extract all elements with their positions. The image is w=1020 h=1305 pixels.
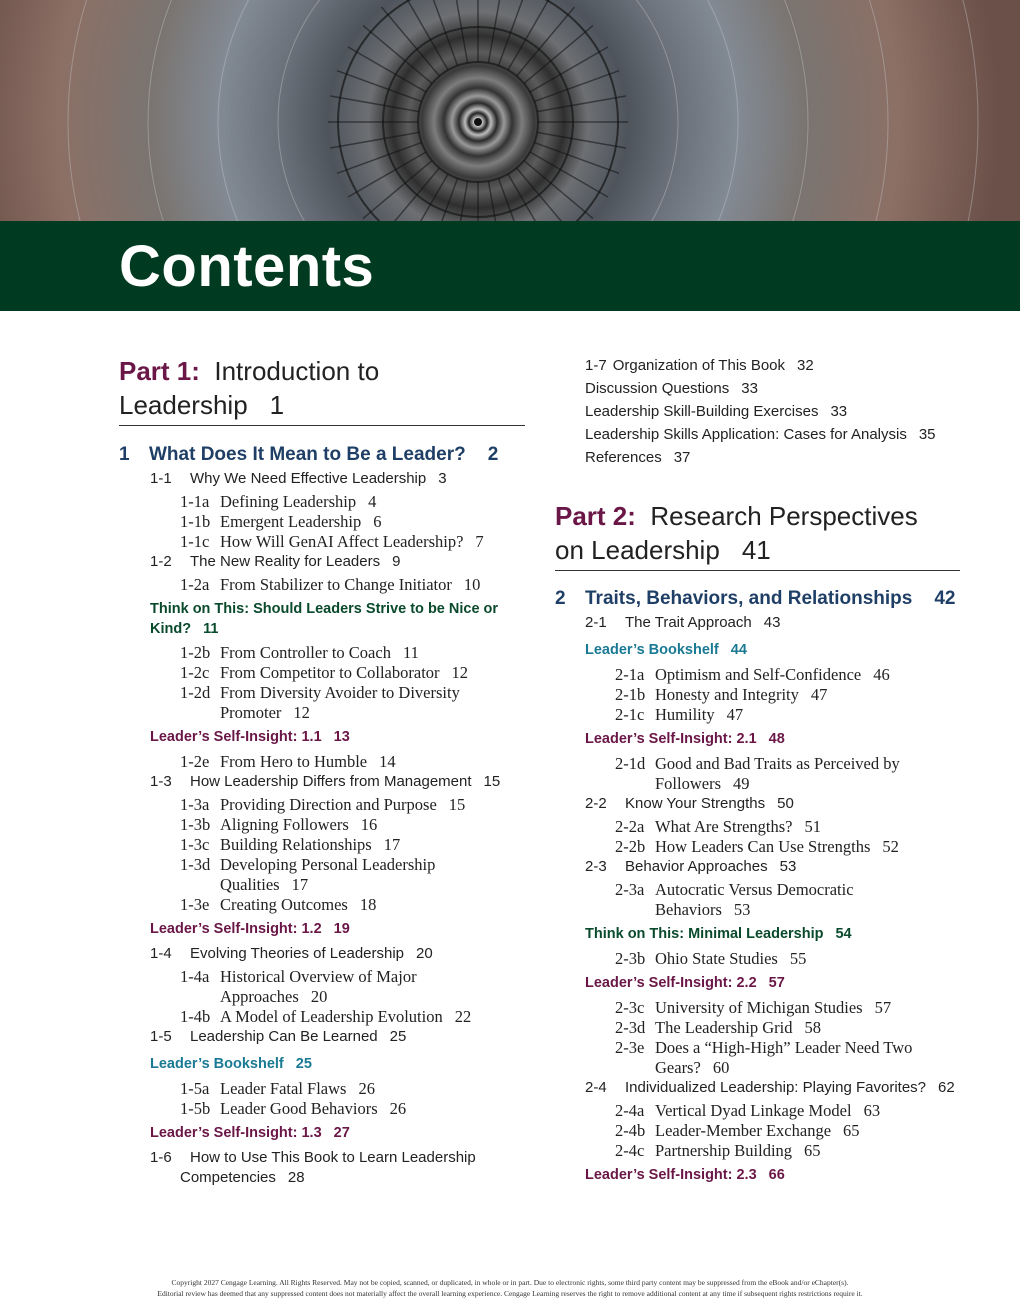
toc-section[interactable]: [585, 448, 690, 468]
page-number: 37: [673, 449, 691, 466]
page-number: 66: [768, 1167, 785, 1183]
toc-subsection[interactable]: [615, 880, 854, 900]
page-number: 13: [333, 729, 350, 745]
subsection-title: Aligning Followers: [220, 815, 349, 834]
toc-subsection-cont: [655, 774, 750, 794]
stair-step: [537, 132, 626, 148]
subsection-number: 1-4b: [180, 1007, 211, 1026]
subsection-number: 2-2a: [615, 817, 645, 836]
toc-subsection[interactable]: [615, 998, 891, 1018]
toc-subsection[interactable]: [615, 837, 899, 857]
section-number: 1-1: [150, 470, 172, 487]
toc-subsection[interactable]: [615, 705, 743, 725]
chapter2-heading[interactable]: [555, 587, 955, 611]
subsection-title: Partnership Building: [655, 1141, 793, 1160]
subsection-title: Vertical Dyad Linkage Model: [655, 1101, 852, 1120]
toc-subsection[interactable]: [180, 512, 382, 532]
subsection-title-cont: Promoter: [220, 703, 282, 722]
subsection-title-cont: Followers: [655, 774, 721, 793]
page-number: 16: [360, 815, 378, 834]
page-number: 14: [379, 752, 396, 771]
subsection-title: Honesty and Integrity: [655, 685, 799, 704]
toc-section[interactable]: [150, 1148, 476, 1168]
part1-title-line1: Introduction to: [214, 356, 380, 386]
section-title: The New Reality for Leaders: [190, 553, 381, 570]
self-insight-feature[interactable]: [585, 973, 785, 993]
subsection-title: Historical Overview of Major: [220, 967, 417, 986]
page-number: 3: [438, 470, 447, 487]
feature-title: Leader’s Self-Insight: 1.2: [150, 921, 322, 937]
subsection-title: The Leadership Grid: [655, 1018, 793, 1037]
stair-step: [534, 71, 619, 102]
subsection-title: From Hero to Humble: [220, 752, 368, 771]
page-number: 52: [882, 837, 899, 856]
page-number: 25: [295, 1056, 312, 1072]
subsection-number: 1-2e: [180, 752, 210, 771]
section-title: Know Your Strengths: [625, 795, 766, 812]
page-number: 9: [392, 553, 401, 570]
page-number: 53: [733, 900, 751, 919]
section-title: Evolving Theories of Leadership: [190, 945, 405, 962]
stair-step: [508, 174, 553, 221]
subsection-number: 2-4a: [615, 1101, 645, 1120]
toc-subsection[interactable]: [615, 817, 821, 837]
chapter1-page: 2: [487, 444, 499, 465]
page-number: 19: [333, 921, 350, 937]
subsection-number: 1-5a: [180, 1079, 210, 1098]
page-number: 57: [874, 998, 892, 1017]
page-number: 26: [358, 1079, 375, 1098]
footer-line1: Copyright 2027 Cengage Learning. All Rights Reserved. May not be copied, scanned, or duplicated, in whole or in part. Due to electronic rights, some third party content may be suppressed from the eBook and/or eChapter(s).: [171, 1278, 849, 1287]
page-number: 65: [843, 1121, 860, 1140]
toc-section[interactable]: [585, 1078, 955, 1098]
stair-step: [330, 96, 419, 112]
page-number: 47: [810, 685, 828, 704]
page-number: 17: [291, 875, 309, 894]
page-number: 27: [333, 1125, 350, 1141]
feature-title: Leader’s Self-Insight: 2.1: [585, 731, 757, 747]
subsection-number: 2-1c: [615, 705, 645, 724]
chapter2-page: 42: [934, 588, 956, 609]
subsection-title: Providing Direction and Purpose: [220, 795, 437, 814]
section-title: Discussion Questions: [585, 380, 730, 397]
stair-step: [337, 71, 422, 102]
subsection-title-cont: Approaches: [220, 987, 299, 1006]
toc-subsection[interactable]: [615, 949, 806, 969]
section-number: 1-3: [150, 773, 172, 790]
self-insight-feature[interactable]: [585, 729, 785, 749]
toc-subsection[interactable]: [180, 643, 419, 663]
section-title-cont: Competencies: [180, 1169, 276, 1186]
toc-section[interactable]: [150, 944, 433, 964]
feature-title: Leader’s Self-Insight: 1.3: [150, 1125, 322, 1141]
toc-section[interactable]: [585, 425, 936, 445]
page-number: 33: [741, 380, 758, 397]
chapter1-heading[interactable]: [119, 443, 498, 467]
part2-title-line1: Research Perspectives: [650, 501, 918, 531]
subsection-title-cont: Behaviors: [655, 900, 722, 919]
subsection-number: 1-3c: [180, 835, 210, 854]
page-number: 15: [483, 773, 501, 790]
chapter1-title: What Does It Mean to Be a Leader?: [149, 444, 466, 465]
toc-subsection[interactable]: [615, 1121, 860, 1141]
toc-section[interactable]: [585, 794, 794, 814]
think-on-this-feature[interactable]: [150, 599, 498, 619]
subsection-number: 2-3d: [615, 1018, 646, 1037]
stair-step: [337, 143, 422, 174]
feature-title: Think on This: Should Leaders Strive to be Nice or: [150, 601, 499, 617]
toc-section[interactable]: [585, 402, 847, 422]
subsection-title: Leader-Member Exchange: [655, 1121, 832, 1140]
subsection-title: Leader Good Behaviors: [220, 1099, 378, 1118]
page-number: 55: [789, 949, 807, 968]
subsection-number: 2-1d: [615, 754, 646, 773]
toc-subsection[interactable]: [180, 795, 465, 815]
toc-subsection[interactable]: [615, 1018, 821, 1038]
subsection-title: How Leaders Can Use Strengths: [655, 837, 871, 856]
page-number: 26: [389, 1099, 407, 1118]
self-insight-feature[interactable]: [150, 727, 350, 747]
subsection-number: 1-2d: [180, 683, 211, 702]
page-number: 6: [373, 512, 382, 531]
section-title: Leadership Skills Application: Cases for Analysis: [585, 426, 907, 443]
subsection-title: Autocratic Versus Democratic: [655, 880, 854, 899]
subsection-title: From Stabilizer to Change Initiator: [220, 575, 452, 594]
page-number: 46: [873, 665, 890, 684]
toc-section[interactable]: [585, 857, 796, 877]
stair-step: [517, 168, 575, 221]
toc-subsection[interactable]: [180, 683, 460, 703]
section-title: The Trait Approach: [625, 614, 752, 631]
subsection-number: 2-1b: [615, 685, 646, 704]
chapter2-title: Traits, Behaviors, and Relationships: [585, 588, 913, 609]
page-number: 15: [448, 795, 466, 814]
subsection-number: 1-4a: [180, 967, 210, 986]
section-number: 1-5: [150, 1028, 172, 1045]
think-on-this-feature[interactable]: [585, 924, 852, 944]
section-number: 2-2: [585, 795, 607, 812]
contents-banner: [0, 221, 1020, 311]
feature-title-cont: Kind?: [150, 621, 192, 637]
chapter2-number: 2: [555, 588, 566, 609]
page-number: 4: [368, 492, 377, 511]
toc-subsection[interactable]: [615, 1141, 821, 1161]
section-number: 1-4: [150, 945, 172, 962]
subsection-title: A Model of Leadership Evolution: [220, 1007, 443, 1026]
toc-section-cont: [180, 1168, 305, 1188]
toc-subsection[interactable]: [180, 663, 468, 683]
part1-title-line2: Leadership: [119, 390, 248, 420]
section-title: Why We Need Effective Leadership: [190, 470, 427, 487]
subsection-number: 1-3d: [180, 855, 211, 874]
page-number: 50: [777, 795, 794, 812]
part2-label: Part 2:: [555, 501, 636, 531]
toc-subsection[interactable]: [180, 815, 377, 835]
subsection-number: 1-3a: [180, 795, 210, 814]
feature-title: Leader’s Bookshelf: [150, 1056, 284, 1072]
subsection-title: Creating Outcomes: [220, 895, 348, 914]
stair-step: [537, 96, 626, 112]
page-number: 10: [463, 575, 481, 594]
part2-page: 41: [741, 535, 771, 565]
section-title: Individualized Leadership: Playing Favorites?: [625, 1079, 927, 1096]
bookshelf-feature[interactable]: [150, 1054, 312, 1074]
page-number: 18: [359, 895, 377, 914]
page-title: Contents: [119, 234, 375, 299]
part1-heading: [119, 354, 379, 422]
section-number: 1-7: [585, 357, 607, 374]
toc-subsection[interactable]: [180, 1007, 471, 1027]
section-title: Leadership Can Be Learned: [190, 1028, 378, 1045]
footer-line2: Editorial review has deemed that any suppressed content does not materially affect the overall learning experience. Cengage Learning reserves the right to remove additional content at any time if subsequent rights restrictions require it.: [157, 1289, 863, 1298]
feature-title: Leader’s Self-Insight: 2.3: [585, 1167, 757, 1183]
toc-subsection[interactable]: [180, 532, 484, 552]
stair-step: [452, 0, 468, 63]
subsection-title: From Diversity Avoider to Diversity: [220, 683, 460, 702]
stair-step: [330, 132, 419, 148]
subsection-title: Developing Personal Leadership: [220, 855, 436, 874]
part1-page: 1: [269, 390, 285, 420]
toc-subsection-cont: [655, 1058, 729, 1078]
bookshelf-feature[interactable]: [585, 640, 747, 660]
subsection-title: What Are Strengths?: [655, 817, 793, 836]
page-number: 49: [733, 774, 750, 793]
subsection-title: Good and Bad Traits as Perceived by: [655, 754, 900, 773]
subsection-number: 1-2c: [180, 663, 210, 682]
page-number: 62: [938, 1079, 955, 1096]
part2-heading: [555, 499, 918, 567]
subsection-title: Ohio State Studies: [655, 949, 778, 968]
subsection-number: 1-1b: [180, 512, 211, 531]
subsection-title: How Will GenAI Affect Leadership?: [220, 532, 464, 551]
page-number: 28: [287, 1169, 305, 1186]
copyright-footer: [0, 1277, 1020, 1299]
toc-section[interactable]: [585, 613, 780, 633]
subsection-number: 1-5b: [180, 1099, 211, 1118]
page-number: 11: [203, 621, 219, 637]
subsection-number: 2-3a: [615, 880, 645, 899]
stair-step: [488, 0, 504, 63]
self-insight-feature[interactable]: [585, 1165, 785, 1185]
toc-subsection[interactable]: [615, 685, 827, 705]
part2-rule: [555, 570, 960, 571]
toc-subsection[interactable]: [180, 895, 376, 915]
subsection-number: 1-3e: [180, 895, 210, 914]
page-number: 51: [804, 817, 821, 836]
toc-subsection[interactable]: [180, 967, 417, 987]
subsection-number: 2-3b: [615, 949, 646, 968]
page-number: 33: [830, 403, 848, 420]
page-number: 32: [797, 357, 814, 374]
toc-subsection[interactable]: [180, 492, 376, 512]
feature-title: Leader’s Self-Insight: 2.2: [585, 975, 757, 991]
subsection-title: University of Michigan Studies: [655, 998, 863, 1017]
stair-step: [382, 168, 440, 221]
page-number: 12: [451, 663, 469, 682]
subsection-number: 1-3b: [180, 815, 211, 834]
subsection-number: 2-3e: [615, 1038, 645, 1057]
page-number: 25: [389, 1028, 407, 1045]
section-title: Behavior Approaches: [625, 858, 768, 875]
page-number: 54: [835, 926, 852, 942]
page-number: 20: [416, 945, 433, 962]
part1-rule: [119, 425, 525, 426]
page-number: 48: [768, 731, 785, 747]
subsection-title: From Competitor to Collaborator: [220, 663, 440, 682]
toc-section[interactable]: [150, 469, 447, 489]
toc-subsection[interactable]: [180, 575, 480, 595]
toc-section[interactable]: [150, 772, 500, 792]
section-number: 1-2: [150, 553, 172, 570]
subsection-title: Building Relationships: [220, 835, 372, 854]
page-number: 44: [730, 642, 747, 658]
subsection-title: Leader Fatal Flaws: [220, 1079, 347, 1098]
page-number: 7: [475, 532, 484, 551]
part1-label: Part 1:: [119, 356, 200, 386]
subsection-number: 1-2b: [180, 643, 211, 662]
toc-subsection[interactable]: [615, 1101, 880, 1121]
subsection-title-cont: Gears?: [655, 1058, 701, 1077]
page-number: 20: [310, 987, 328, 1006]
toc-subsection[interactable]: [615, 754, 900, 774]
section-title: How Leadership Differs from Management: [190, 773, 472, 790]
part2-title-line2: on Leadership: [555, 535, 720, 565]
toc-section[interactable]: [585, 379, 758, 399]
section-number: 2-1: [585, 614, 607, 631]
subsection-title: Optimism and Self-Confidence: [655, 665, 862, 684]
section-title: Leadership Skill-Building Exercises: [585, 403, 819, 420]
page-number: 57: [768, 975, 785, 991]
subsection-number: 2-4b: [615, 1121, 646, 1140]
page-number: 35: [918, 426, 936, 443]
toc-subsection[interactable]: [180, 835, 400, 855]
page-number: 43: [763, 614, 781, 631]
subsection-number: 1-1a: [180, 492, 210, 511]
stair-step: [534, 143, 619, 174]
toc-subsection[interactable]: [615, 665, 890, 685]
subsection-title: Defining Leadership: [220, 492, 357, 511]
subsection-title: Humility: [655, 705, 715, 724]
section-number: 2-3: [585, 858, 607, 875]
section-title: How to Use This Book to Learn Leadership: [190, 1149, 476, 1166]
page-number: 65: [804, 1141, 821, 1160]
toc-subsection-cont: [220, 703, 310, 723]
toc-subsection-cont: [220, 875, 308, 895]
section-title: Organization of This Book: [612, 357, 786, 374]
subsection-number: 2-3c: [615, 998, 645, 1017]
subsection-title: From Controller to Coach: [220, 643, 391, 662]
stair-step: [427, 0, 458, 66]
toc-section[interactable]: [150, 1027, 406, 1047]
section-number: 2-4: [585, 1079, 607, 1096]
page-number: 12: [293, 703, 310, 722]
page-number: 63: [863, 1101, 881, 1120]
page-number: 11: [402, 643, 419, 662]
toc-subsection[interactable]: [180, 752, 396, 772]
page-number: 53: [779, 858, 797, 875]
page-number: 22: [454, 1007, 472, 1026]
stair-step: [499, 0, 530, 66]
think-on-this-cont: [150, 619, 218, 639]
self-insight-feature[interactable]: [150, 1123, 350, 1143]
toc-section[interactable]: [585, 356, 814, 376]
page-number: 47: [726, 705, 744, 724]
toc-section[interactable]: [150, 552, 400, 572]
subsection-number: 2-2b: [615, 837, 646, 856]
subsection-title: Does a “High-High” Leader Need Two: [655, 1038, 913, 1057]
feature-title: Leader’s Bookshelf: [585, 642, 719, 658]
subsection-number: 2-1a: [615, 665, 645, 684]
section-title: References: [585, 449, 662, 466]
subsection-title: Emergent Leadership: [220, 512, 362, 531]
subsection-number: 1-2a: [180, 575, 210, 594]
feature-title: Leader’s Self-Insight: 1.1: [150, 729, 322, 745]
toc-subsection-cont: [220, 987, 327, 1007]
chapter1-number: 1: [119, 444, 130, 465]
toc-subsection[interactable]: [180, 855, 435, 875]
page-number: 58: [804, 1018, 821, 1037]
toc-subsection[interactable]: [180, 1079, 375, 1099]
subsection-number: 1-1c: [180, 532, 210, 551]
self-insight-feature[interactable]: [150, 919, 350, 939]
subsection-number: 2-4c: [615, 1141, 645, 1160]
stair-step: [403, 174, 448, 221]
toc-subsection-cont: [655, 900, 750, 920]
staircase-photo: [0, 0, 1020, 221]
toc-subsection[interactable]: [615, 1038, 912, 1058]
page-number: 17: [383, 835, 401, 854]
page-number: 60: [712, 1058, 730, 1077]
section-number: 1-6: [150, 1149, 172, 1166]
feature-title: Think on This: Minimal Leadership: [585, 926, 824, 942]
staircase-illustration: [0, 0, 1020, 221]
subsection-title-cont: Qualities: [220, 875, 280, 894]
toc-subsection[interactable]: [180, 1099, 406, 1119]
